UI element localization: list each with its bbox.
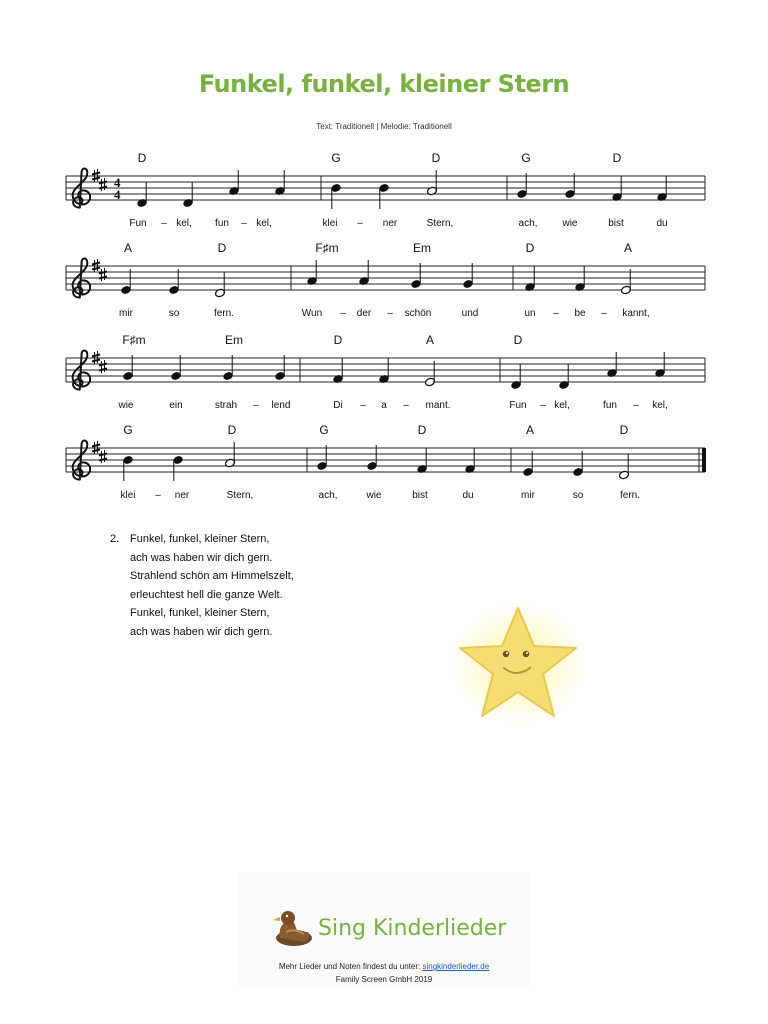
quarter-note (379, 183, 390, 209)
quarter-note (511, 364, 522, 390)
quarter-note (123, 355, 134, 381)
quarter-note (523, 451, 534, 477)
lyric-syllable: kel, (176, 218, 192, 229)
lyric-syllable: mir (119, 308, 133, 319)
chord-symbol: G (319, 423, 329, 437)
half-note (215, 272, 226, 298)
chord-symbol: D (417, 423, 427, 437)
quarter-note (565, 173, 576, 199)
chord-symbol: A (623, 241, 633, 255)
chord-symbol: D (333, 333, 343, 347)
lyric-syllable: so (572, 490, 584, 501)
chord-symbol: D (431, 151, 441, 165)
website-link[interactable]: singkinderlieder.de (422, 962, 490, 971)
song-title: Funkel, funkel, kleiner Stern (198, 70, 570, 98)
chord-symbol: A (525, 423, 535, 437)
verse-number: 2. (110, 533, 120, 545)
quarter-note (317, 445, 328, 471)
quarter-note (559, 364, 570, 390)
lyric-syllable: un (524, 308, 536, 319)
verse-line: ach was haben wir dich gern. (130, 551, 273, 564)
star-face-icon (448, 598, 588, 728)
quarter-note (465, 448, 476, 474)
lyric-syllable: Di (333, 400, 343, 411)
lyric-syllable: – (601, 308, 607, 319)
quarter-note (612, 176, 623, 202)
final-bar-thick (702, 448, 706, 472)
footer-banner (238, 872, 530, 988)
verse-line: Funkel, funkel, kleiner Stern, (130, 533, 270, 545)
quarter-note (463, 263, 474, 289)
chord-symbol: F♯m (315, 241, 339, 255)
chord-symbol: A (425, 333, 435, 347)
lyric-syllable: – (633, 400, 639, 411)
staff-system (66, 241, 705, 319)
lyric-syllable: – (241, 218, 247, 229)
lyric-syllable: klei (120, 490, 136, 501)
more-songs-label: Mehr Lieder und Noten findest du unter: (278, 962, 423, 971)
lyric-syllable: bist (608, 218, 624, 229)
verse-line: Funkel, funkel, kleiner Stern, (130, 607, 270, 619)
verse-line: ach was haben wir dich gern. (130, 625, 273, 638)
lyric-syllable: kel, (554, 400, 570, 411)
chord-symbol: Em (413, 241, 431, 255)
quarter-note (183, 182, 194, 208)
lyric-syllable: lend (271, 400, 291, 411)
lyric-syllable: – (403, 400, 409, 411)
chord-symbol: D (612, 151, 622, 165)
quarter-note (229, 170, 240, 196)
lyric-syllable: Fun (129, 218, 147, 229)
lyric-syllable: strah (214, 400, 238, 411)
lyric-syllable: fun (603, 400, 617, 411)
chord-symbol: D (227, 423, 237, 437)
staff-system (66, 423, 706, 501)
chord-symbol: G (331, 151, 341, 165)
quarter-note (359, 260, 370, 286)
verse-line: erleuchtest hell die ganze Welt. (130, 588, 283, 601)
chord-symbol: D (513, 333, 523, 347)
lyric-syllable: be (574, 308, 586, 319)
chord-symbol: D (525, 241, 535, 255)
quarter-note (275, 355, 286, 381)
quarter-note (525, 266, 536, 292)
time-signature-top: 4 (114, 175, 121, 190)
duck-logo-icon (268, 908, 314, 948)
quarter-note (575, 266, 586, 292)
time-signature-bottom: 4 (114, 187, 121, 202)
lyric-syllable: fern. (213, 308, 235, 319)
quarter-note (307, 260, 318, 286)
lyric-syllable: – (155, 490, 161, 501)
sharp-bar (92, 445, 100, 447)
quarter-note (379, 358, 390, 384)
quarter-note (223, 355, 234, 381)
chord-symbol: F♯m (122, 333, 146, 347)
lyric-syllable: klei (322, 218, 338, 229)
key-sharp-c (99, 268, 107, 281)
lyric-syllable: ner (382, 218, 398, 229)
lyric-syllable: kannt, (622, 308, 650, 319)
sharp-bar (92, 360, 100, 362)
verse-2 (110, 530, 294, 641)
lyric-syllable: du (656, 218, 668, 229)
lyric-syllable: du (462, 490, 474, 501)
quarter-note (657, 176, 668, 202)
staff-system (66, 333, 705, 411)
lyric-syllable: bist (412, 490, 428, 501)
quarter-note (331, 183, 342, 209)
quarter-note (607, 352, 618, 378)
lyric-syllable: Stern, (226, 490, 254, 501)
quarter-note (123, 455, 134, 481)
lyric-syllable: – (360, 400, 366, 411)
quarter-note (169, 269, 180, 295)
lyric-syllable: Wun (301, 308, 323, 319)
lyric-syllable: ner (174, 490, 190, 501)
key-sharp-c (99, 178, 107, 191)
key-sharp-c (99, 450, 107, 463)
lyric-syllable: kel, (652, 400, 668, 411)
half-note (619, 454, 630, 480)
lyric-syllable: Fun (509, 400, 527, 411)
lyric-syllable: mir (521, 490, 535, 501)
lyric-syllable: ein (169, 400, 183, 411)
chord-symbol: Em (225, 333, 243, 347)
company-credit: Family Screen GmbH 2019 (335, 975, 433, 984)
chord-symbol: G (521, 151, 531, 165)
lyric-syllable: fern. (619, 490, 641, 501)
quarter-note (171, 355, 182, 381)
more-songs-text (238, 962, 530, 971)
song-credits: Text: Traditionell | Melodie: Traditionell (316, 122, 452, 131)
quarter-note (517, 173, 528, 199)
brand-name: Sing Kinderlieder (318, 916, 507, 941)
lyric-syllable: Stern, (426, 218, 454, 229)
quarter-note (137, 182, 148, 208)
sharp-bar (92, 450, 100, 452)
lyric-syllable: so (168, 308, 180, 319)
quarter-note (417, 448, 428, 474)
quarter-note (121, 269, 132, 295)
chord-symbol: D (137, 151, 147, 165)
quarter-note (173, 455, 184, 481)
lyric-syllable: ach, (318, 490, 338, 501)
sharp-bar (92, 263, 100, 265)
lyric-syllable: – (553, 308, 559, 319)
sharp-bar (92, 355, 100, 357)
lyric-syllable: – (340, 308, 346, 319)
lyric-syllable: – (387, 308, 393, 319)
lyric-syllable: fun (215, 218, 229, 229)
lyric-syllable: wie (118, 400, 134, 411)
lyric-syllable: – (161, 218, 167, 229)
quarter-note (655, 352, 666, 378)
quarter-note (573, 451, 584, 477)
sharp-bar (92, 178, 100, 180)
sharp-bar (92, 173, 100, 175)
lyric-syllable: mant. (425, 400, 451, 411)
staff-system (66, 151, 705, 229)
sharp-bar (92, 268, 100, 270)
lyric-syllable: und (461, 308, 479, 319)
half-note (427, 170, 438, 196)
chord-symbol: D (619, 423, 629, 437)
half-note (425, 361, 436, 387)
verse-line: Strahlend schön am Himmelszelt, (130, 570, 294, 582)
lyric-syllable: schön (404, 308, 432, 319)
quarter-note (333, 358, 344, 384)
lyric-syllable: kel, (256, 218, 272, 229)
half-note (225, 442, 236, 468)
quarter-note (411, 263, 422, 289)
quarter-note (367, 445, 378, 471)
lyric-syllable: – (253, 400, 259, 411)
lyric-syllable: a (381, 400, 387, 411)
lyric-syllable: der (356, 308, 372, 319)
half-note (621, 269, 632, 295)
lyric-syllable: wie (366, 490, 382, 501)
quarter-note (275, 170, 286, 196)
lyric-syllable: – (540, 400, 546, 411)
chord-symbol: D (217, 241, 227, 255)
chord-symbol: A (123, 241, 133, 255)
chord-symbol: G (123, 423, 133, 437)
lyric-syllable: ach, (518, 218, 538, 229)
key-sharp-c (99, 360, 107, 373)
lyric-syllable: – (357, 218, 363, 229)
lyric-syllable: wie (562, 218, 578, 229)
